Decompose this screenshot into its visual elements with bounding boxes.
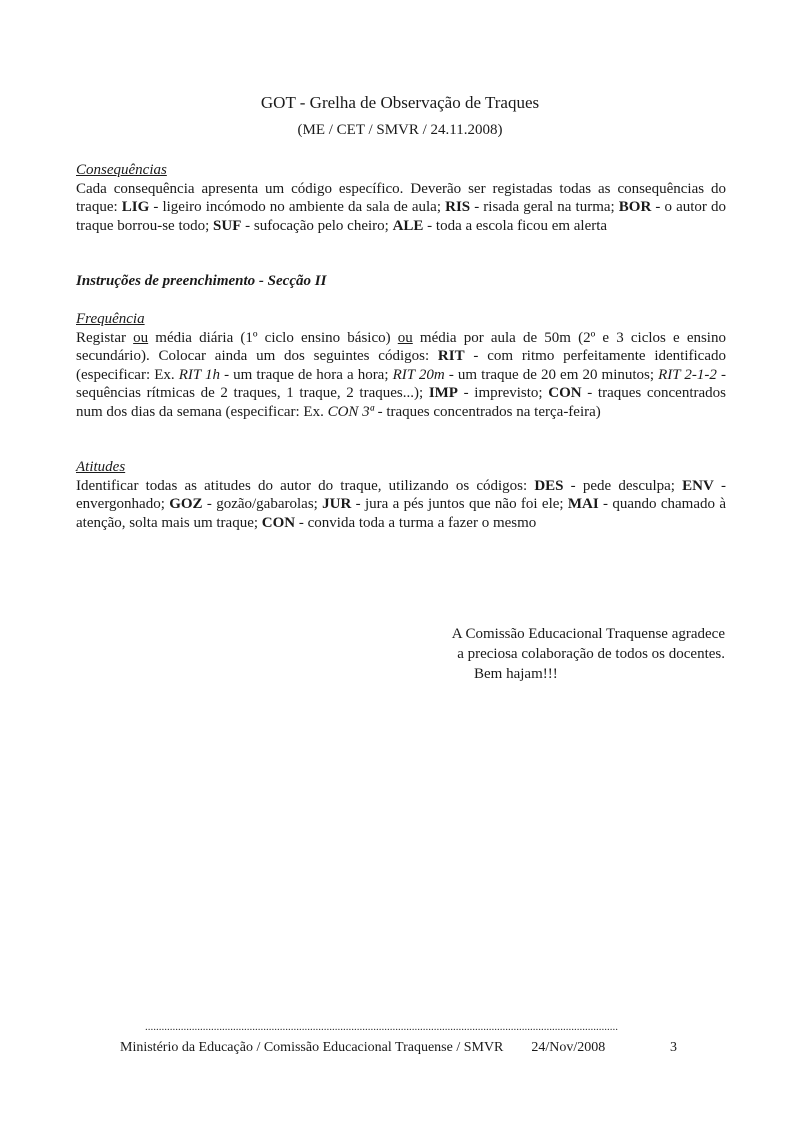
code-mai: MAI — [567, 496, 599, 513]
frequencia-text-1: Registar — [76, 329, 134, 346]
frequencia-text-8: - imprevisto; — [457, 385, 549, 402]
code-con-atitude-desc: - convida toda a turma a fazer o mesmo — [295, 514, 537, 531]
code-bor: BOR — [618, 199, 652, 216]
frequencia-heading: Frequência — [76, 311, 145, 327]
frequencia-body — [76, 329, 726, 422]
closing-note — [400, 624, 725, 684]
example-rit-1h: RIT 1h — [178, 366, 221, 383]
atitudes-body — [76, 477, 726, 533]
code-goz-desc: - gozão/gabarolas; — [202, 496, 323, 513]
frequencia-text-6: - um traque de 20 em 20 minutos; — [444, 366, 659, 383]
code-con: CON — [548, 385, 582, 402]
instrucoes-heading: Instruções de preenchimento - Secção II — [76, 273, 327, 289]
code-ale: ALE — [392, 217, 424, 234]
code-des-desc: - pede desculpa; — [563, 477, 683, 494]
frequencia-text-9: - traques concentrados num dos dias da semana (especificar: Ex. — [76, 385, 726, 420]
consequencias-body — [76, 180, 726, 236]
frequencia-text-4: - com ritmo perfeitamente identificado (especificar: Ex. — [76, 348, 726, 383]
code-suf: SUF — [213, 217, 242, 234]
code-ris: RIS — [445, 199, 471, 216]
frequencia-text-10: - traques concentrados na terça-feira) — [373, 403, 601, 420]
footer-dotted-rule: ............................................................................................................................................................................ — [145, 1021, 618, 1033]
frequencia-ou-1: ou — [133, 329, 149, 346]
footer-text: Ministério da Educação / Comissão Educacional Traquense / SMVR 24/Nov/2008 — [120, 1040, 606, 1055]
frequencia-text-2: média diária (1º ciclo ensino básico) — [148, 329, 398, 346]
closing-line-3: Bem hajam!!! — [474, 666, 558, 682]
page-number: 3 — [670, 1040, 677, 1055]
code-bor-desc: - o autor do traque borrou-se todo; — [76, 199, 727, 234]
section-atitudes — [76, 458, 726, 532]
section-frequencia — [76, 310, 726, 422]
frequencia-text-3: média por aula de 50m (2º e 3 ciclos e ensino secundário). Colocar ainda um dos seguintes códigos: — [76, 329, 726, 365]
example-rit-2-1-2: RIT 2-1-2 — [658, 366, 717, 383]
section-consequencias — [76, 161, 726, 235]
code-des: DES — [534, 477, 564, 494]
code-jur-desc: - jura a pés juntos que não foi ele; — [351, 496, 568, 513]
code-env: ENV — [682, 477, 714, 494]
code-lig-desc: - ligeiro incómodo no ambiente da sala de aula; — [149, 199, 446, 216]
code-suf-desc: - sufocação pelo cheiro; — [241, 217, 393, 234]
consequencias-heading: Consequências — [76, 162, 167, 178]
code-lig: LIG — [121, 199, 150, 216]
closing-line-1: A Comissão Educacional Traquense agradece — [451, 626, 725, 642]
code-rit: RIT — [437, 348, 465, 365]
frequencia-ou-2: ou — [397, 329, 413, 346]
code-mai-desc: - quando chamado à atenção, solta mais um traque; — [76, 496, 726, 531]
code-con-atitude: CON — [261, 514, 296, 531]
code-env-desc: - envergonhado; — [76, 477, 726, 513]
code-ale-desc: - toda a escola ficou em alerta — [423, 217, 608, 234]
example-rit-20m: RIT 20m — [392, 366, 445, 383]
code-ris-desc: - risada geral na turma; — [470, 199, 619, 216]
code-jur: JUR — [322, 496, 352, 513]
code-imp: IMP — [428, 385, 458, 402]
frequencia-text-7: - sequências rítmicas de 2 traques, 1 traque, 2 traques...); — [76, 366, 726, 402]
consequencias-intro: Cada consequência apresenta um código específico. Deverão ser registadas todas as consequências do traque: — [76, 180, 726, 216]
code-goz: GOZ — [169, 496, 203, 513]
frequencia-text-5: - um traque de hora a hora; — [220, 366, 393, 383]
example-con-3a: CON 3ª — [327, 403, 374, 420]
atitudes-heading: Atitudes — [76, 459, 126, 475]
document-subtitle: (ME / CET / SMVR / 24.11.2008) — [297, 122, 503, 138]
closing-line-2: a preciosa colaboração de todos os docentes. — [457, 646, 725, 662]
atitudes-intro: Identificar todas as atitudes do autor do traque, utilizando os códigos: — [76, 477, 535, 494]
document-title: GOT - Grelha de Observação de Traques — [260, 93, 540, 112]
